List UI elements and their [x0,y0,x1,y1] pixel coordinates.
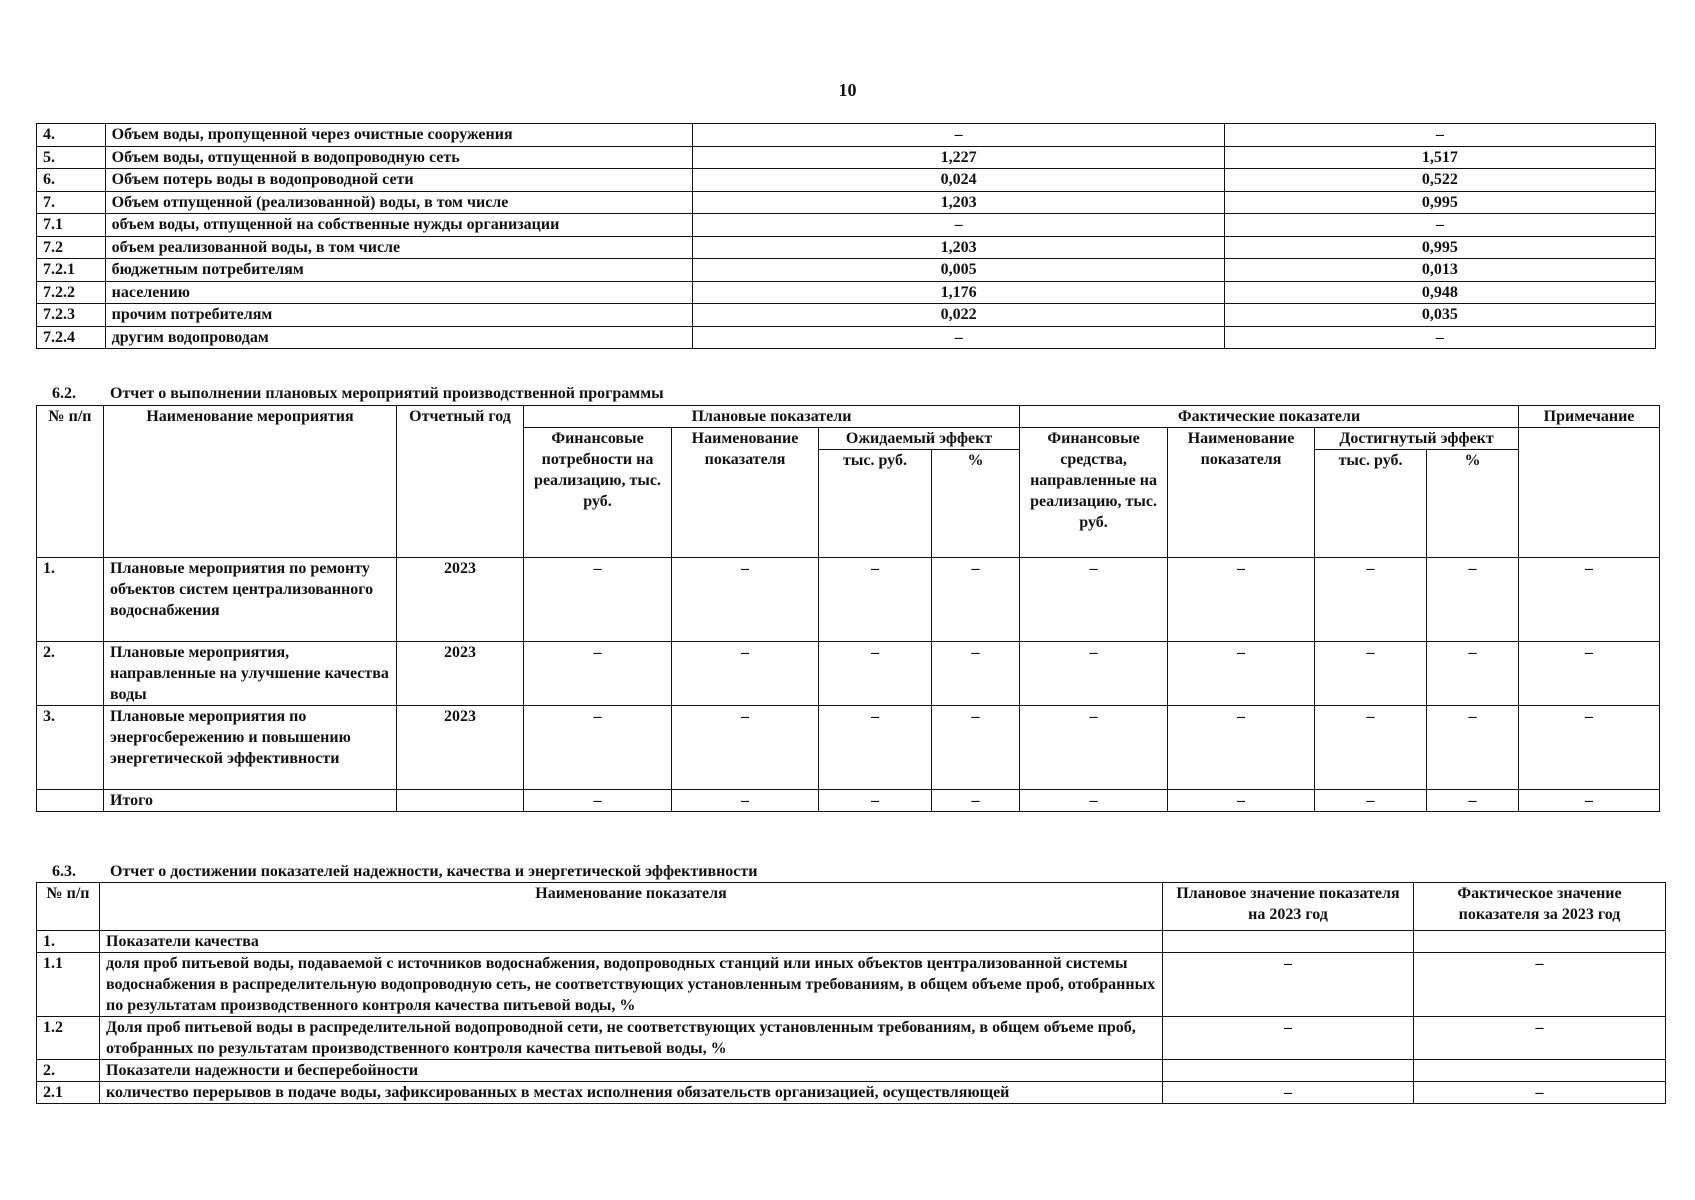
table-row [37,558,1660,642]
header-fact-financial: Финансовые средства, направленные на реализацию, тыс. руб. [1020,428,1168,558]
header-fact-indicator-name: Наименование показателя [1168,428,1315,558]
header-expected-thous-rub: тыс. руб. [819,450,932,558]
row-value-plan: – [693,124,1224,147]
row-name: объем реализованной воды, в том числе [105,236,693,259]
row-number: 1.2 [37,1017,100,1060]
row-indicator-name: Показатели надежности и бесперебойности [100,1060,1163,1082]
table-row [37,214,1656,237]
planned-measures-table [36,405,1660,812]
water-volume-table-body [37,124,1656,349]
row-number: 7.2.4 [37,326,106,349]
row-name: Объем воды, пропущенной через очистные сооружения [105,124,693,147]
row-indicator-name: доля проб питьевой воды, подаваемой с источников водоснабжения, водопроводных станций или иных объектов централизованной системы водоснабжения в распределительную водопроводную сеть, не соответствующих установленным требованиям, в общем объеме проб, отобранных по результатам производственного контроля качества питьевой воды, % [100,953,1163,1017]
table-row [37,1017,1666,1060]
row-number: 7.2.2 [37,281,106,304]
row-value-cell: – [1168,790,1315,812]
table-row [37,191,1656,214]
row-number: 7.2.3 [37,304,106,327]
header-report-year: Отчетный год [397,406,524,558]
row-number: 5. [37,146,106,169]
header-achieved-effect: Достигнутый эффект [1315,428,1519,450]
row-number: 7.2 [37,236,106,259]
row-value-cell: – [1020,706,1168,790]
row-plan-value [1163,931,1414,953]
row-value-cell: – [1168,558,1315,642]
row-value-plan: 1,203 [693,191,1224,214]
row-plan-value [1163,1060,1414,1082]
section-6-3-number: 6.3. [52,863,76,880]
row-value-plan: – [693,326,1224,349]
section-6-3-title [52,862,757,882]
row-value-fact: 0,995 [1224,191,1655,214]
row-value-cell: – [819,706,932,790]
row-fact-value: – [1414,1017,1666,1060]
row-plan-value: – [1163,1017,1414,1060]
row-value-cell: – [1519,790,1660,812]
row-value-plan: 0,005 [693,259,1224,282]
row-value-cell: – [1427,790,1519,812]
row-value-cell: – [1020,558,1168,642]
table-row [37,326,1656,349]
section-6-2-title-text: Отчет о выполнении плановых мероприятий производственной программы [110,385,664,402]
section-6-3-title-text: Отчет о достижении показателей надежности, качества и энергетической эффективности [110,863,758,880]
header-num: № п/п [37,406,104,558]
row-value-cell: – [672,558,819,642]
row-name: бюджетным потребителям [105,259,693,282]
row-fact-value [1414,1060,1666,1082]
row-value-cell: – [524,558,672,642]
row-value-cell: – [672,790,819,812]
row-value-cell: – [1020,642,1168,706]
row-value-fact: – [1224,214,1655,237]
row-value-cell: – [1315,642,1427,706]
row-name: Объем потерь воды в водопроводной сети [105,169,693,192]
row-name: Объем воды, отпущенной в водопроводную сеть [105,146,693,169]
row-value-cell: – [1519,642,1660,706]
header-plan-financial: Финансовые потребности на реализацию, тыс. руб. [524,428,672,558]
row-value-cell: – [524,706,672,790]
row-value-plan: 0,024 [693,169,1224,192]
row-number: 2.1 [37,1082,100,1104]
reliability-indicators-table-body [37,931,1666,1104]
row-number: 6. [37,169,106,192]
row-value-plan: 1,203 [693,236,1224,259]
row-value-fact: 0,013 [1224,259,1655,282]
table-row [37,124,1656,147]
row-fact-value: – [1414,953,1666,1017]
header-fact-value: Фактическое значение показателя за 2023 год [1414,883,1666,931]
row-value-cell: – [524,790,672,812]
row-measure-name: Плановые мероприятия по энергосбережению и повышению энергетической эффективности [104,706,397,790]
table-row [37,1060,1666,1082]
row-year: 2023 [397,558,524,642]
row-value-cell: – [1427,706,1519,790]
table-row [37,706,1660,790]
row-name: населению [105,281,693,304]
row-value-cell: – [1519,706,1660,790]
row-measure-name: Итого [104,790,397,812]
planned-measures-table-body [37,558,1660,812]
row-value-cell: – [1427,558,1519,642]
row-value-fact: – [1224,124,1655,147]
row-number: 3. [37,706,104,790]
reliability-indicators-table [36,882,1666,1104]
row-value-cell: – [524,642,672,706]
row-plan-value: – [1163,1082,1414,1104]
header-achieved-percent: % [1427,450,1519,558]
table-row [37,146,1656,169]
table-row [37,1082,1666,1104]
row-value-cell: – [1315,706,1427,790]
row-year: 2023 [397,706,524,790]
section-6-2-title [52,384,664,404]
row-name: другим водопроводам [105,326,693,349]
row-value-cell: – [672,706,819,790]
row-value-cell: – [1519,558,1660,642]
row-value-cell: – [672,642,819,706]
row-value-cell: – [932,706,1020,790]
table-row [37,169,1656,192]
row-indicator-name: Доля проб питьевой воды в распределительной водопроводной сети, не соответствующих установленным требованиям, в общем объеме проб, отобранных по результатам производственного контроля качества питьевой воды, % [100,1017,1163,1060]
header-note-empty [1519,428,1660,558]
row-number: 7.1 [37,214,106,237]
table-row [37,642,1660,706]
header-num: № п/п [37,883,100,931]
section-6-2-number: 6.2. [52,385,76,402]
header-note: Примечание [1519,406,1660,428]
header-planned-indicators: Плановые показатели [524,406,1020,428]
page-number: 10 [838,80,857,100]
row-measure-name: Плановые мероприятия, направленные на улучшение качества воды [104,642,397,706]
row-value-plan: 1,176 [693,281,1224,304]
row-number: 7. [37,191,106,214]
row-value-plan: – [693,214,1224,237]
row-value-cell: – [1168,706,1315,790]
row-measure-name: Плановые мероприятия по ремонту объектов систем централизованного водоснабжения [104,558,397,642]
row-number: 2. [37,1060,100,1082]
row-fact-value [1414,931,1666,953]
table-row [37,304,1656,327]
row-fact-value: – [1414,1082,1666,1104]
row-value-fact: 0,522 [1224,169,1655,192]
header-achieved-thous-rub: тыс. руб. [1315,450,1427,558]
table-row [37,259,1656,282]
row-name: объем воды, отпущенной на собственные нужды организации [105,214,693,237]
row-value-plan: 0,022 [693,304,1224,327]
row-value-cell: – [932,558,1020,642]
row-value-cell: – [1427,642,1519,706]
row-year: 2023 [397,642,524,706]
row-number: 2. [37,642,104,706]
row-name: прочим потребителям [105,304,693,327]
row-value-cell: – [932,790,1020,812]
row-value-fact: 0,035 [1224,304,1655,327]
water-volume-table [36,123,1656,349]
row-indicator-name: количество перерывов в подаче воды, зафиксированных в местах исполнения обязательств организацией, осуществляющей [100,1082,1163,1104]
row-value-cell: – [819,558,932,642]
table-row [37,953,1666,1017]
row-number: 7.2.1 [37,259,106,282]
row-value-cell: – [819,790,932,812]
row-value-plan: 1,227 [693,146,1224,169]
row-value-fact: 1,517 [1224,146,1655,169]
row-value-fact: – [1224,326,1655,349]
row-number [37,790,104,812]
row-number: 1. [37,558,104,642]
row-plan-value: – [1163,953,1414,1017]
table-row [37,281,1656,304]
row-number: 4. [37,124,106,147]
row-number: 1. [37,931,100,953]
row-indicator-name: Показатели качества [100,931,1163,953]
row-year [397,790,524,812]
row-number: 1.1 [37,953,100,1017]
row-value-cell: – [1315,558,1427,642]
row-name: Объем отпущенной (реализованной) воды, в том числе [105,191,693,214]
row-value-cell: – [932,642,1020,706]
row-value-cell: – [1020,790,1168,812]
row-value-fact: 0,995 [1224,236,1655,259]
header-measure-name: Наименование мероприятия [104,406,397,558]
row-value-fact: 0,948 [1224,281,1655,304]
table-row [37,790,1660,812]
header-expected-effect: Ожидаемый эффект [819,428,1020,450]
table-row [37,236,1656,259]
table-row [37,931,1666,953]
header-plan-indicator-name: Наименование показателя [672,428,819,558]
header-indicator-name: Наименование показателя [100,883,1163,931]
row-value-cell: – [819,642,932,706]
row-value-cell: – [1168,642,1315,706]
header-expected-percent: % [932,450,1020,558]
header-actual-indicators: Фактические показатели [1020,406,1519,428]
row-value-cell: – [1315,790,1427,812]
header-plan-value: Плановое значение показателя на 2023 год [1163,883,1414,931]
